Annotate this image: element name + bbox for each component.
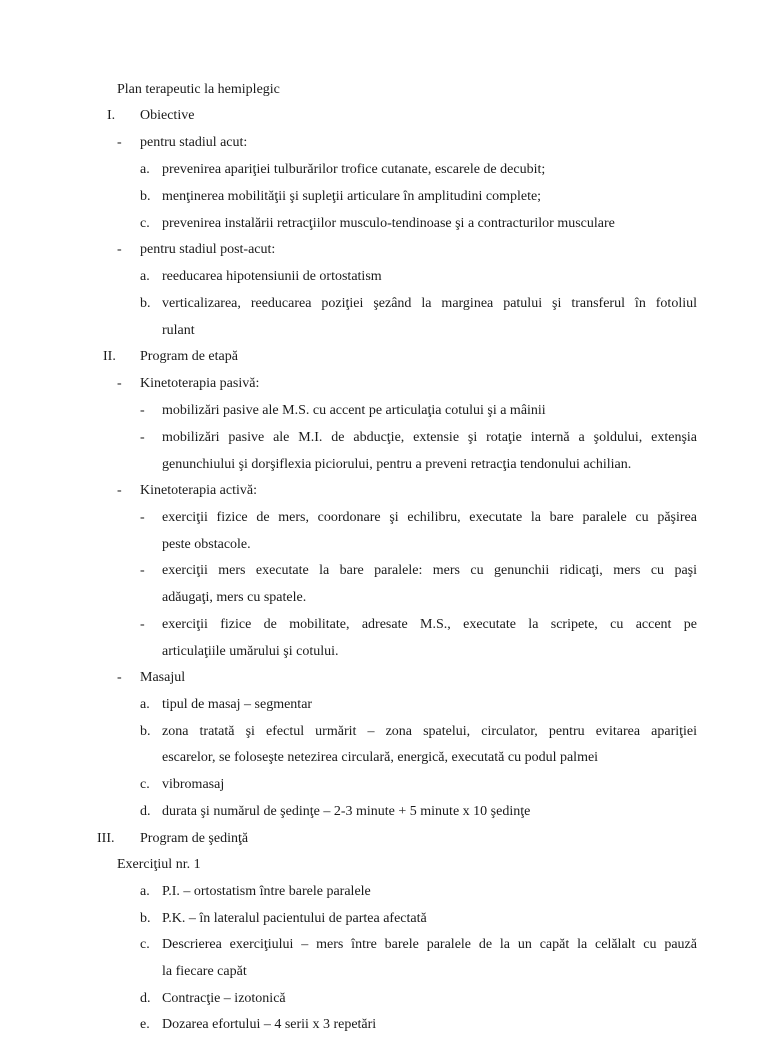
subsection-label: Kinetoterapia pasivă: [140, 376, 260, 391]
item-text: P.K. – în lateralul pacientului de partea afectată [162, 911, 427, 926]
dash-marker: - [117, 376, 122, 391]
subsection-label: Kinetoterapia activă: [140, 483, 257, 498]
subsection-label: pentru stadiul post-acut: [140, 242, 276, 257]
section-number: III. [97, 831, 115, 846]
title-text: Plan terapeutic la hemiplegic [117, 82, 280, 97]
item-text: Dozarea efortului – 4 serii x 3 repetări [162, 1017, 377, 1032]
item-text: Descrierea exerciţiului – mers între barele paralele de la un capăt la celălalt cu pauză [162, 937, 697, 952]
section-number: I. [107, 108, 116, 123]
item-marker: b. [140, 296, 151, 311]
item-text: Contracţie – izotonică [162, 991, 286, 1006]
item-text: verticalizarea, reeducarea poziţiei şezând la marginea patului şi transferul în fotoliul [162, 296, 697, 311]
item-text: reeducarea hipotensiunii de ortostatism [162, 269, 382, 284]
section-title: Program de şedinţă [140, 831, 249, 846]
item-marker: b. [140, 911, 151, 926]
item-text: P.I. – ortostatism între barele paralele [162, 884, 371, 899]
item-text: exerciţii mers executate la bare paralele: mers cu genunchii ridicaţi, mers cu paşi [162, 563, 697, 578]
item-text: zona tratată şi efectul urmărit – zona spatelui, circulator, pentru evitarea apariţiei [162, 724, 697, 739]
item-text: vibromasaj [162, 777, 225, 792]
continuation-text: escarelor, se foloseşte netezirea circulară, energică, executată cu podul palmei [162, 750, 599, 765]
item-marker: - [140, 510, 145, 525]
item-text: menţinerea mobilităţii şi supleţii articulare în amplitudini complete; [162, 189, 542, 204]
dash-marker: - [117, 135, 122, 150]
item-marker: b. [140, 724, 151, 739]
continuation-text: adăugaţi, mers cu spatele. [162, 590, 307, 605]
item-marker: - [140, 430, 145, 445]
item-marker: d. [140, 804, 151, 819]
continuation-text: articulaţiile umărului şi cotului. [162, 644, 339, 659]
dash-marker: - [117, 242, 122, 257]
continuation-text: rulant [162, 323, 195, 338]
item-marker: - [140, 403, 145, 418]
item-marker: a. [140, 162, 150, 177]
item-text: exerciţii fizice de mers, coordonare şi echilibru, executate la bare paralele cu păşirea [162, 510, 697, 525]
item-text: prevenirea instalării retracţiilor musculo-tendinoase şi a contracturilor musculare [162, 216, 615, 231]
item-text: mobilizări pasive ale M.I. de abducţie, extensie şi rotaţie internă a şoldului, extenşia [162, 430, 697, 445]
subsection-label: Masajul [140, 670, 186, 685]
item-text: durata şi numărul de şedinţe – 2-3 minute + 5 minute x 10 şedinţe [162, 804, 531, 819]
item-marker: - [140, 617, 145, 632]
item-marker: a. [140, 884, 150, 899]
section-title: Obiective [140, 108, 195, 123]
item-text: exerciţii fizice de mobilitate, adresate M.S., executate la scripete, cu accent pe [162, 617, 697, 632]
section-title: Program de etapă [140, 349, 238, 364]
continuation-text: la fiecare capăt [162, 964, 247, 979]
exercise-label: Exerciţiul nr. 1 [117, 857, 201, 872]
continuation-text: peste obstacole. [162, 537, 251, 552]
continuation-text: genunchiului şi dorşiflexia piciorului, pentru a preveni retracţia tendonului achilian. [162, 457, 632, 472]
dash-marker: - [117, 670, 122, 685]
item-text: tipul de masaj – segmentar [162, 697, 313, 712]
item-marker: c. [140, 216, 150, 231]
item-marker: e. [140, 1017, 150, 1032]
item-marker: b. [140, 189, 151, 204]
item-marker: c. [140, 937, 150, 952]
section-number: II. [103, 349, 116, 364]
item-text: prevenirea apariţiei tulburărilor trofice cutanate, escarele de decubit; [162, 162, 546, 177]
item-marker: d. [140, 991, 151, 1006]
item-text: mobilizări pasive ale M.S. cu accent pe articulaţia cotului şi a mâinii [162, 403, 546, 418]
item-marker: c. [140, 777, 150, 792]
item-marker: a. [140, 697, 150, 712]
item-marker: a. [140, 269, 150, 284]
dash-marker: - [117, 483, 122, 498]
item-marker: - [140, 563, 145, 578]
subsection-label: pentru stadiul acut: [140, 135, 248, 150]
